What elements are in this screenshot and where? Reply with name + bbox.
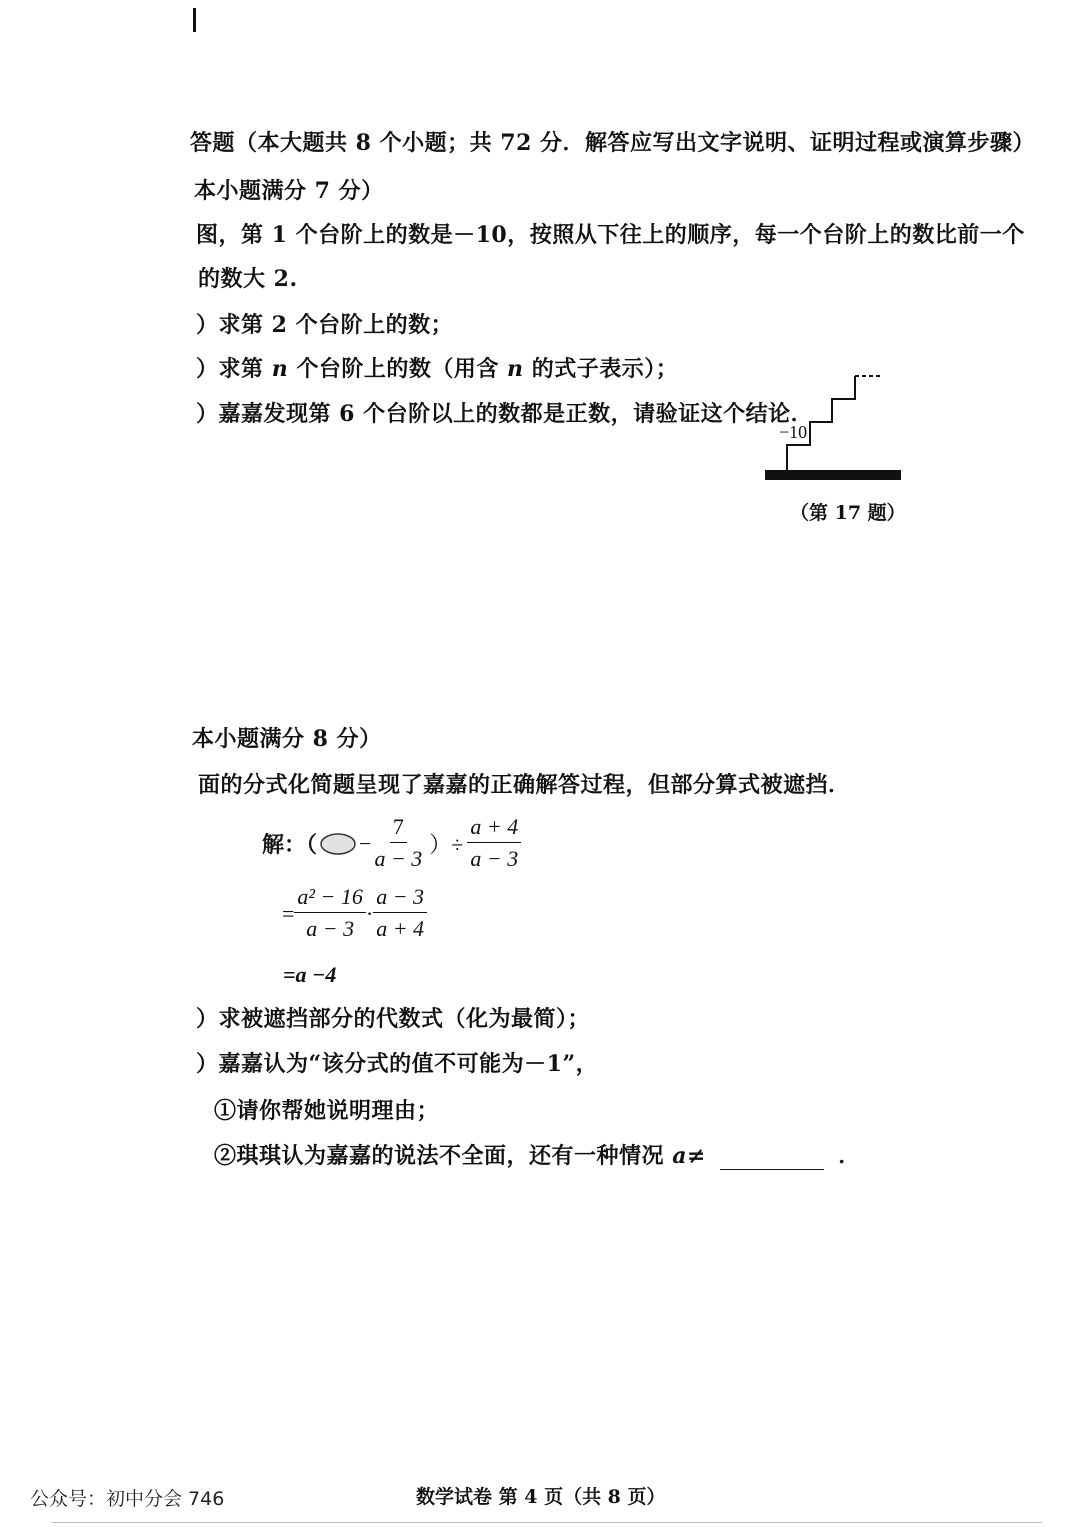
q17-part1: ）求第 2 个台阶上的数； bbox=[196, 312, 454, 338]
fraction1-denominator: a − 3 bbox=[374, 846, 423, 871]
solution-line2 bbox=[282, 882, 427, 945]
q17-part2-text-b: 个台阶上的数（用含 bbox=[296, 356, 499, 382]
fraction3-denominator: a − 3 bbox=[306, 916, 355, 941]
fraction-7-over-a-minus-3 bbox=[371, 812, 425, 875]
solution-label: 解：（ bbox=[262, 832, 318, 857]
binding-mark bbox=[193, 8, 196, 32]
q18-sub2-var: a≠ bbox=[672, 1143, 706, 1169]
step1-value-label: −10 bbox=[779, 422, 808, 442]
fraction4-denominator: a + 4 bbox=[376, 916, 425, 941]
q18-intro: 面的分式化简题呈现了嘉嘉的正确解答过程，但部分算式被遮挡． bbox=[198, 772, 851, 798]
q17-figure-caption: （第 17 题） bbox=[790, 502, 906, 524]
q17-part2-var-n2: n bbox=[507, 356, 524, 382]
footer-watermark: 公众号：初中分会 746 bbox=[30, 1488, 225, 1510]
footer-rule bbox=[52, 1522, 1042, 1523]
fraction-a-plus-4-over-a-minus-3 bbox=[467, 812, 521, 875]
section-header: 答题（本大题共 8 个小题；共 72 分．解答应写出文字说明、证明过程或演算步骤） bbox=[190, 130, 1036, 156]
q17-part3: ）嘉嘉发现第 6 个台阶以上的数都是正数，请验证这个结论． bbox=[196, 401, 814, 427]
fraction1-numerator: 7 bbox=[390, 812, 407, 843]
fraction4-numerator: a − 3 bbox=[373, 882, 427, 913]
q17-header: 本小题满分 7 分） bbox=[194, 178, 384, 204]
q18-sub2-end: ． bbox=[838, 1143, 861, 1169]
hidden-part-ellipse bbox=[318, 831, 358, 857]
answer-blank[interactable] bbox=[720, 1149, 824, 1170]
solution-minus: − bbox=[359, 830, 372, 856]
q18-sub2 bbox=[214, 1139, 861, 1170]
q17-part2-var-n: n bbox=[271, 356, 289, 382]
q17-intro-line1: 图，第 1 个台阶上的数是－10，按照从下往上的顺序，每一个台阶上的数比前一个 bbox=[196, 222, 1025, 248]
q17-part2-text-a: ）求第 bbox=[196, 356, 264, 382]
solution-dot: · bbox=[365, 900, 374, 926]
fraction2-denominator: a − 3 bbox=[470, 846, 519, 871]
fraction3-numerator: a² − 16 bbox=[294, 882, 365, 913]
fraction-a2-minus-16-over-a-minus-3 bbox=[294, 882, 365, 945]
solution-line3: =a −4 bbox=[283, 962, 337, 987]
q17-part2 bbox=[196, 352, 678, 383]
q17-intro-line2: 的数大 2. bbox=[198, 266, 298, 292]
q18-sub1: ①请你帮她说明理由； bbox=[214, 1098, 440, 1124]
q18-part1: ）求被遮挡部分的代数式（化为最简）； bbox=[196, 1006, 591, 1032]
q18-sub2-text: ②琪琪认为嘉嘉的说法不全面，还有一种情况 bbox=[214, 1143, 665, 1169]
fraction-a-minus-3-over-a-plus-4 bbox=[373, 882, 427, 945]
footer-page-info: 数学试卷 第 4 页（共 8 页） bbox=[416, 1486, 666, 1508]
solution-step2-equals: = bbox=[282, 900, 295, 926]
q18-part2: ）嘉嘉认为“该分式的值不可能为－1”， bbox=[196, 1051, 599, 1077]
solution-line1 bbox=[262, 812, 521, 875]
q17-part2-text-c: 的式子表示）； bbox=[531, 356, 679, 382]
fraction2-numerator: a + 4 bbox=[467, 812, 521, 843]
solution-close-divide: ）÷ bbox=[429, 832, 464, 857]
q18-header: 本小题满分 8 分） bbox=[192, 726, 382, 752]
ground-bar bbox=[765, 470, 901, 480]
